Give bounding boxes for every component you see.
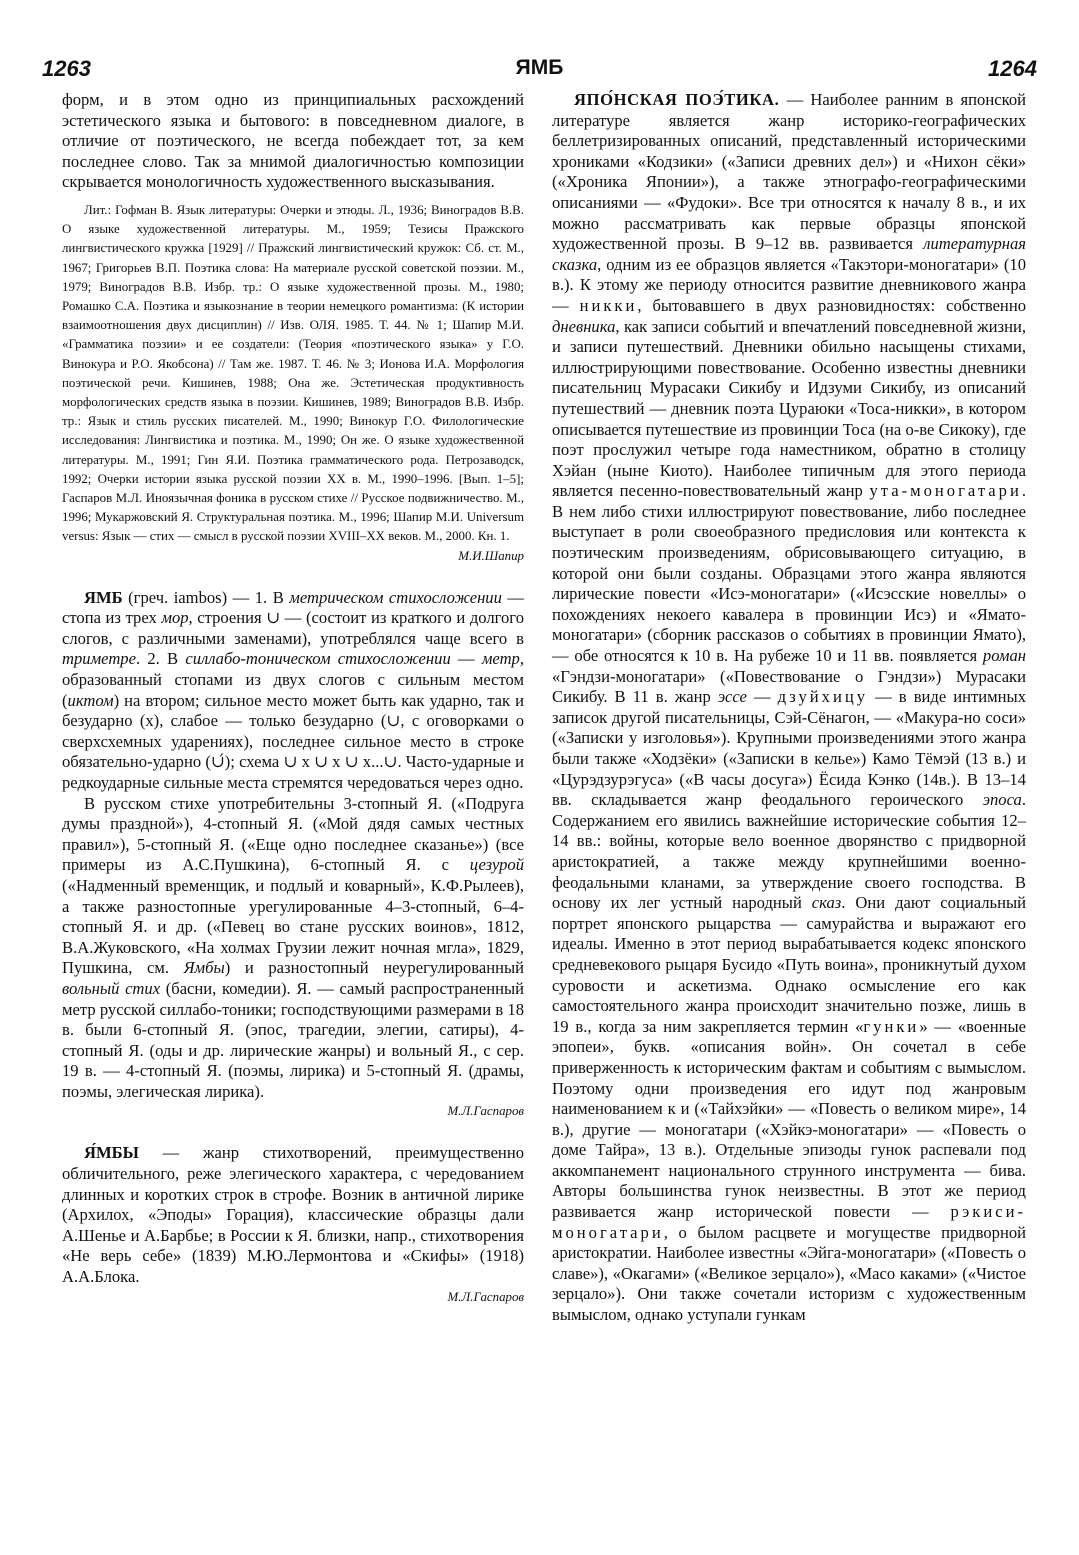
page-header [42,56,1037,86]
entry-yamby [62,1143,524,1306]
entry-headword: ЯМБ [84,587,123,607]
continuation-paragraph: форм, и в этом одно из принципиальных расхождений эстетического языка и бытового: в повседневном диалоге, в отличие от поэтического, не всегда побеждает тот, за кем последнее слово. Так за мнимой диалогичностью композиции скрывается монологичность художественного высказывания. [62,90,524,192]
yamb-paragraph-1: ЯМБ (греч. iambos) — 1. В метрическом стихосложении — стопа из трех мор, строения ∪ — (состоит из краткого и долгого слогов, с различными заменами), употреблялся чаще всего в триметре. 2. В силлабо-тоническом стихосложении — метр, образованный стопами из двух слогов с сильным местом (иктом) на втором; сильное место может быть как ударно, так и безударно (x), слабое — только безударно (∪, с оговорками о сверхсхемных ударениях), последнее сильное место в строке обязательно-ударно (∪́); схема ∪ x ∪ x ∪ x...∪. Часто-ударные и редкоударные сильные места стремятся чередоваться через одно. [62,587,525,792]
entry-yamb [62,588,524,1122]
bibliography-label: Лит.: [84,202,112,217]
japanese-poetics-paragraph: ЯПО́НСКАЯ ПОЭ́ТИКА. — Наиболее ранним в японской литературе является жанр историко-географических беллетризированных описаний, представленный историческими хрониками «Кодзики» («Записи древних дел») и «Нихон сёки» («Хроника Японии»), а также этнографо-географическими описаниями — «Фудоки». Все три относятся к началу 8 в., и их можно рассматривать как первые образцы японской художественной прозы. В 9–12 вв. развивается литературная сказка, одним из ее образцов является «Такэтори-моногатари» (10 в.). К этому же периоду относится развитие дневникового жанра — никки, бытовавшего в двух разновидностях: собственно дневника, как записи событий и впечатлений повседневной жизни, и записи путешествий. Дневники обильно насыщены стихами, иллюстрирующими повествование. Особенно известны дневники писательниц Мурасаки Сикибу и Идзуми Сикибу, из описаний путешествий — дневник поэта Цураюки «Тоса-никки», в котором описывается путешествие из провинции Тоса (на о-ве Сикоку), где поэт прослужил четыре года наместником, обратно в столицу Хэйан (ныне Киото). Наиболее типичным для этого периода является песенно-повествовательный жанр ута-моногатари. В нем либо стихи иллюстрируют повествование, либо последнее выступает в роли своеобразного предисловия или контекста к поэтическим произведениям, обрисовывающего ситуацию, в которой они были созданы. Образцами этого жанра являются лирические повести «Исэ-моногатари» («Исэсские новеллы» о похождениях некоего кавалера в провинции Исэ) и «Ямато-моногатари» (сборник рассказов о событиях в провинции Ямато), — обе относятся к 10 в. На рубеже 10 и 11 вв. появляется роман «Гэндзи-моногатари» («Повествование о Гэндзи») Мурасаки Сикибу. В 11 в. жанр эссе — дзуйхицу — в виде интимных записок другой писательницы, Сэй-Сёнагон, — «Макура-но соси» («Записки у изголовья»). Крупными произведениями этого жанра были также «Ходзёки» («Записки в келье») Камо Тёмэй (13 в.) и «Цурэдзурэгуса» («В часы досуга») Ёсида Кэнко (14в.). В 13–14 вв. складывается жанр феодального героического эпоса. Содержанием его явились важнейшие исторические события 12–14 вв.: войны, которые вело военное дворянство с придворной аристократией, а также между крупнейшими военно-феодальными кланами, за утверждение своего господства. В основу их лег устный народный сказ. Они дают социальный портрет японского рыцарства — самурайства и выражают его идеалы. Именно в этот период вырабатывается кодекс японского средневекового рыцаря Бусидо «Путь воина», проникнутый духом суровости и аскетизма. Однако осмысление его как самостоятельного жанра происходит значительно позже, лишь в 19 в., когда за ним закрепляется термин «гунки» — «военные эпопеи», букв. «описания войн». Он сочетал в себе приверженность к историческим фактам и событиям с вымыслом. Поэтому одни произведения его идут под жанровым наименованием к и («Тайхэйки» — «Повесть о великом мире», 14 в.), другие — моногатари («Хэйкэ-моногатари» — «Повесть о доме Тайра», 13 в.). Отдельные эпизоды гунок распевали под аккомпанемент национального струнного инструмента — бива. Авторы большинства гунок неизвестны. В этот же период развивается жанр исторической повести — рэкиси-моногатари, о былом расцвете и могуществе придворной аристократии. Наиболее известны «Эйга-моногатари» («Повесть о славе»), «Окагами» («Великое зерцало»), «Масо каками» («Чистое зерцало»). Они также сочетали историзм с художественным вымыслом, однако уступали гункам [552,90,1027,1325]
yamb-paragraph-2: В русском стихе употребительны 3-стопный Я. («Подруга думы праздной»), 4-стопный Я. («Мой дядя самых честных правил»), 5-стопный Я. («Еще одно последнее сказанье») (все примеры из А.С.Пушкина), 6-стопный Я. с цезурой («Надменный временщик, и подлый и коварный», К.Ф.Рылеев), а также разностопные урегулированные 4–3-стопный, 6–4-стопный Я. и др. («Певец во стане русских воинов», 1812, В.А.Жуковского, «На холмах Грузии лежит ночная мгла», 1829, Пушкина, см. Ямбы) и разностопный неурегулированный вольный стих (басни, комедии). Я. — самый распространенный метр русской силлабо-тоники; господствующими размерами в 18 в. были 6-стопный Я. (эпос, трагедии, элегии, сатиры), 4-стопный Я. (оды и др. лирические жанры) и вольный Я., с сер. 19 в. — 4-стопный Я. (поэмы, лирика) и 5-стопный Я. (драмы, поэмы, элегическая лирика). [62,793,524,1101]
entry-author: М.Л.Гаспаров [447,1104,524,1119]
cross-reference: метрическом стихосложении [289,587,502,607]
entry-author: М.Л.Гаспаров [447,1289,524,1304]
yamby-paragraph: Я́МБЫ — жанр стихотворений, преимущественно обличительного, реже элегического характера, с чередованием длинных и коротких строк в строфе. Возник в античной лирике (Архилох, «Эподы» Горация), классические образцы дали А.Шенье и А.Барбье; в России к Я. близки, напр., стихотворения «Не верь себе» (1839) М.Ю.Лермонтова и «Скифы» (1918) А.А.Блока. [62,1143,524,1287]
right-column [552,90,1026,1326]
entry-headword: ЯПО́НСКАЯ ПОЭ́ТИКА. [574,90,780,109]
left-column [62,90,524,1307]
page-number-right: 1264 [988,56,1037,81]
page-number-left: 1263 [42,56,91,81]
running-title: ЯМБ [515,56,564,79]
bibliography-author: М.И.Шапир [458,548,524,563]
entry-headword: Я́МБЫ [84,1143,139,1163]
bibliography-text: Гофман В. Язык литературы: Очерки и этюды. Л., 1936; Виноградов В.В. О языке художественной литературы. М., 1959; Тезисы Пражского лингвистического кружка [1929] // Пражский лингвистический кружок: Сб. ст. М., 1967; Григорьев В.П. Поэтика слова: На материале русской советской поэзии. М., 1979; Виноградов В.В. Избр. тр.: О языке художественной прозы. М., 1980; Ромашко С.А. Поэтика и языкознание в теории немецкого романтизма: (К истории взаимоотношения двух дисциплин) // Изв. ОЛЯ. 1985. Т. 44. № 1; Шапир М.И. «Грамматика поэзии» и ее создатели: (Теория «поэтического языка» у Г.О. Винокура и Р.О. Якобсона) // Там же. 1987. Т. 46. № 3; Ионова И.А. Морфология поэтической речи. Кишинев, 1988; Она же. Эстетическая продуктивность морфологических средств языка в поэзии. Кишинев, 1989; Виноградов В.В. Избр. тр.: Язык и стиль русских писателей. М., 1990; Винокур Г.О. Филологические исследования: Лингвистика и поэтика. М., 1990; Он же. О языке художественной литературы. М., 1991; Гин Я.И. Поэтика грамматического рода. Петрозаводск, 1992; Очерки истории языка русской поэзии XX в. М., 1990–1996. [Вып. 1–5]; Гаспаров М.Л. Иноязычная фоника в русском стихе // Русское подвижничество. М., 1996; Мукаржовский Я. Структуральная поэтика. М., 1996; Шапир М.И. Universum versus: Язык — стих — смысл в русской поэзии XVIII–XX веков. М., 2000. Кн. 1. [62,202,524,544]
bibliography [62,201,524,566]
